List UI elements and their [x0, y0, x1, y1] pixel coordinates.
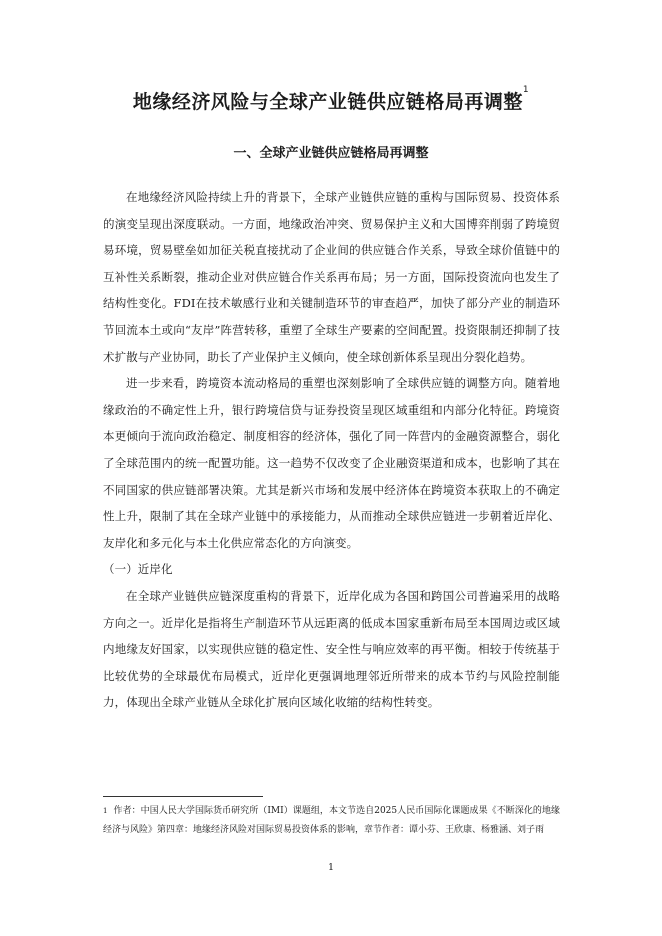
- paragraph: 在地缘经济风险持续上升的背景下，全球产业链供应链的重构与国际贸易、投资体系的演变呈现出深度联动。一方面，地缘政治冲突、贸易保护主义和大国博弈削弱了跨境贸易环境，贸易壁垒如加征关税直接扰动了企业间的供应链合作关系，导致全球价值链中的互补性关系断裂，推动企业对供应链合作关系再布局；另一方面，国际投资流向也发生了结构性变化。FDI在技术敏感行业和关键制造环节的审查趋严，加快了部分产业的制造环节回流本土或向“友岸”阵营转移，重塑了全球生产要素的空间配置。投资限制还抑制了技术扩散与产业协同，助长了产业保护主义倾向，使全球创新体系呈现出分裂化趋势。: [103, 190, 560, 364]
- footnote-text: 作者：中国人民大学国际货币研究所（IMI）课题组，本文节选自2025人民币国际化课题成果《不断深化的地缘经济与风险》第四章：地缘经济风险对国际贸易投资体系的影响，章节作者：谭小芬、王欣康、杨雅涵、刘子雨: [103, 806, 560, 835]
- section-heading: 一、全球产业链供应链格局再调整: [233, 146, 429, 161]
- title-text: 地缘经济风险与全球产业链供应链格局再调整: [132, 91, 523, 113]
- footnote-mark: 1: [103, 807, 108, 815]
- subsection-heading: （一）近岸化: [103, 562, 173, 577]
- title-footnote-mark[interactable]: 1: [522, 85, 530, 95]
- paragraph: 在全球产业链供应链深度重构的背景下，近岸化成为各国和跨国公司普遍采用的战略方向之一。近岸化是指将生产制造环节从远距离的低成本国家重新布局至本国周边或区域内地缘友好国家，以实现供应链的稳定性、安全性与响应效率的再平衡。相较于传统基于比较优势的全球最优布局模式，近岸化更强调地理邻近所带来的成本节约与风险控制能力，体现出全球产业链从全球化扩展向区域化收缩的结构性转变。: [103, 588, 560, 710]
- footnote-divider: [103, 796, 263, 797]
- footnote: [103, 802, 560, 840]
- paragraph: 进一步来看，跨境资本流动格局的重塑也深刻影响了全球供应链的调整方向。随着地缘政治的不确定性上升，银行跨境信贷与证券投资呈现区域重组和内部分化特征。跨境资本更倾向于流向政治稳定、制度相容的经济体，强化了同一阵营内的金融资源整合，弱化了全球范围内的统一配置功能。这一趋势不仅改变了企业融资渠道和成本，也影响了其在不同国家的供应链部署决策。尤其是新兴市场和发展中经济体在跨境资本获取上的不确定性上升，限制了其在全球产业链中的承接能力，从而推动全球供应链进一步朝着近岸化、友岸化和多元化与本土化供应常态化的方向演变。: [103, 376, 560, 550]
- document-title: [0, 87, 662, 114]
- page-number: 1: [327, 862, 335, 873]
- body-text: [103, 184, 560, 716]
